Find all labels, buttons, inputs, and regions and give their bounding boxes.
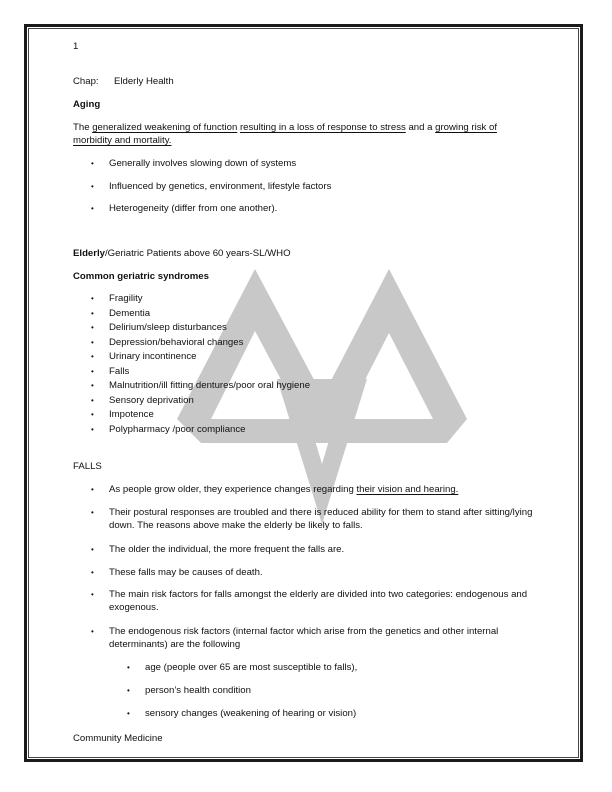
list-item: Impotence <box>109 409 154 420</box>
syndromes-heading: Common geriatric syndromes <box>73 271 209 282</box>
falls-sub-bullet-1: age (people over 65 are most susceptible to falls), <box>145 662 358 673</box>
bullet-marker: • <box>91 159 94 168</box>
bullet-marker: • <box>91 381 94 390</box>
bullet-marker: • <box>91 309 94 318</box>
falls-bullet-5: The main risk factors for falls amongst the elderly are divided into two categories: endogenous and exogenous. <box>109 589 528 613</box>
falls-bullet-2: Their postural responses are troubled and there is reduced ability for them to stand after sitting/lying down. The reasons above make the elderly be likely to falls. <box>109 507 533 531</box>
chapter-line <box>73 75 174 88</box>
list-item: Depression/behavioral changes <box>109 337 244 348</box>
bullet-marker: • <box>127 686 130 695</box>
bullet-marker: • <box>91 485 94 494</box>
page-number: 1 <box>73 41 79 52</box>
document-page <box>24 24 583 762</box>
list-item: Delirium/sleep disturbances <box>109 322 227 333</box>
bullet-marker: • <box>91 410 94 419</box>
bullet-marker: • <box>91 590 94 599</box>
list-item: Malnutrition/ill fitting dentures/poor oral hygiene <box>109 380 311 391</box>
bullet-marker: • <box>91 545 94 554</box>
bullet-marker: • <box>91 352 94 361</box>
bullet-marker: • <box>91 396 94 405</box>
falls-sub-bullet-3: sensory changes (weakening of hearing or vision) <box>145 708 357 719</box>
bullet-marker: • <box>127 709 130 718</box>
bullet-marker: • <box>91 425 94 434</box>
bullet-marker: • <box>91 294 94 303</box>
bullet-marker: • <box>91 323 94 332</box>
list-item: Sensory deprivation <box>109 395 194 406</box>
falls-bullet-4: These falls may be causes of death. <box>109 567 263 578</box>
page-footer: Community Medicine <box>73 733 163 744</box>
list-item: Fragility <box>109 293 143 304</box>
falls-bullet-3: The older the individual, the more frequent the falls are. <box>109 544 345 555</box>
bullet-marker: • <box>127 663 130 672</box>
falls-heading: FALLS <box>73 461 102 472</box>
aging-definition-line-1: The generalized weakening of function resulting in a loss of response to stress and a growing risk of <box>73 122 497 133</box>
elderly-definition: Elderly/Geriatric Patients above 60 years-SL/WHO <box>73 248 291 259</box>
falls-sub-bullet-2: person’s health condition <box>145 685 251 696</box>
list-item: Polypharmacy /poor compliance <box>109 424 246 435</box>
bullet-marker: • <box>91 568 94 577</box>
bullet-marker: • <box>91 182 94 191</box>
chapter-label: Chap: <box>73 76 99 87</box>
bullet-marker: • <box>91 338 94 347</box>
aging-bullet-3: Heterogeneity (differ from one another). <box>109 203 278 214</box>
aging-bullet-2: Influenced by genetics, environment, lifestyle factors <box>109 181 332 192</box>
aging-definition-line-2: morbidity and mortality. <box>73 135 172 146</box>
bullet-marker: • <box>91 367 94 376</box>
falls-bullet-1: As people grow older, they experience changes regarding their vision and hearing. <box>109 484 459 495</box>
bullet-marker: • <box>91 204 94 213</box>
falls-bullet-6: The endogenous risk factors (internal factor which arise from the genetics and other internal determinants) are the following <box>109 626 499 650</box>
aging-heading: Aging <box>73 99 101 110</box>
aging-bullet-1: Generally involves slowing down of systems <box>109 158 297 169</box>
list-item: Falls <box>109 366 130 377</box>
list-item: Urinary incontinence <box>109 351 197 362</box>
bullet-marker: • <box>91 627 94 636</box>
bullet-marker: • <box>91 508 94 517</box>
chapter-title: Elderly Health <box>113 76 174 87</box>
list-item: Dementia <box>109 308 151 319</box>
